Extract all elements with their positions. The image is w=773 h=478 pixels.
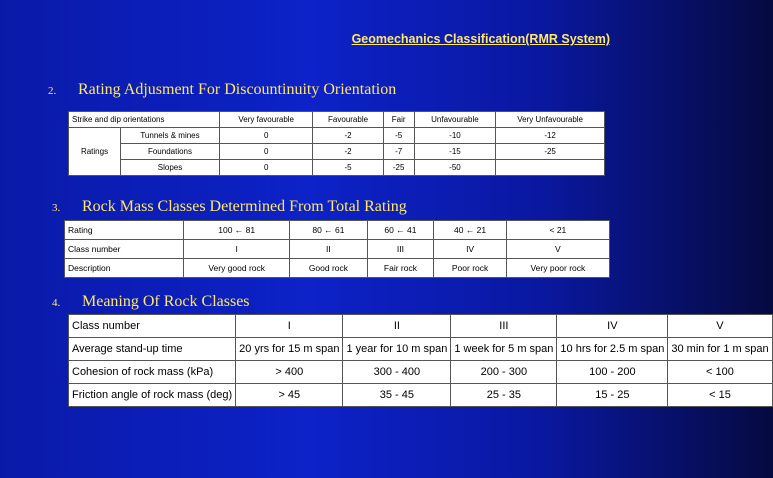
table-cell: Poor rock bbox=[434, 259, 506, 278]
table-row bbox=[69, 361, 773, 384]
table-row bbox=[69, 144, 605, 160]
table-row bbox=[69, 160, 605, 176]
section-heading-classes bbox=[52, 198, 407, 216]
table-cell: IV bbox=[434, 240, 506, 259]
table-cell: I bbox=[184, 240, 290, 259]
table-cell: 0 bbox=[219, 128, 312, 144]
table-cell: -50 bbox=[414, 160, 496, 176]
table-row bbox=[69, 338, 773, 361]
section-number: 2. bbox=[48, 85, 57, 97]
table-cell: I bbox=[236, 315, 343, 338]
table-cell: 1 year for 10 m span bbox=[343, 338, 451, 361]
section-number: 4. bbox=[52, 297, 61, 309]
table-cell: > 45 bbox=[236, 384, 343, 407]
table-cell: III bbox=[451, 315, 557, 338]
table-cell: > 400 bbox=[236, 361, 343, 384]
table-cell: Very Unfavourable bbox=[496, 112, 605, 128]
table-cell: Cohesion of rock mass (kPa) bbox=[69, 361, 236, 384]
orientation-adjustment-table bbox=[68, 111, 605, 176]
table-cell: V bbox=[506, 240, 609, 259]
table-cell: III bbox=[367, 240, 434, 259]
table-header-row bbox=[69, 112, 605, 128]
table-cell: -5 bbox=[313, 160, 383, 176]
table-cell: Foundations bbox=[121, 144, 220, 160]
table-cell: Good rock bbox=[290, 259, 367, 278]
table-cell: IV bbox=[557, 315, 668, 338]
table-cell: II bbox=[290, 240, 367, 259]
table-cell: 1 week for 5 m span bbox=[451, 338, 557, 361]
table-cell: 100 - 200 bbox=[557, 361, 668, 384]
slide-title: Geomechanics Classification(RMR System) bbox=[351, 32, 610, 46]
section-number: 3. bbox=[52, 202, 61, 214]
table-cell: 100 ← 81 bbox=[184, 221, 290, 240]
section-heading-orientation bbox=[48, 81, 396, 99]
table-cell: -10 bbox=[414, 128, 496, 144]
table-cell: 200 - 300 bbox=[451, 361, 557, 384]
section-title: Rating Adjusment For Discountinuity Orientation bbox=[78, 81, 397, 98]
table-cell: Class number bbox=[69, 315, 236, 338]
table-cell: -2 bbox=[313, 144, 383, 160]
table-cell: Ratings bbox=[69, 128, 121, 176]
table-cell: Favourable bbox=[313, 112, 383, 128]
rock-mass-classes-table bbox=[64, 220, 610, 278]
table-cell: < 15 bbox=[668, 384, 772, 407]
table-cell: Fair bbox=[383, 112, 414, 128]
table-row bbox=[65, 259, 610, 278]
table-cell: Fair rock bbox=[367, 259, 434, 278]
table-cell: 15 - 25 bbox=[557, 384, 668, 407]
rock-class-meaning-table bbox=[68, 314, 773, 407]
section-heading-meaning bbox=[52, 293, 250, 311]
table-cell: 25 - 35 bbox=[451, 384, 557, 407]
table-cell: 35 - 45 bbox=[343, 384, 451, 407]
table-cell: -15 bbox=[414, 144, 496, 160]
table-cell: -12 bbox=[496, 128, 605, 144]
table-cell: -25 bbox=[383, 160, 414, 176]
table-cell: Very favourable bbox=[219, 112, 312, 128]
table-cell: Friction angle of rock mass (deg) bbox=[69, 384, 236, 407]
table-cell: Very poor rock bbox=[506, 259, 609, 278]
table-cell: Tunnels & mines bbox=[121, 128, 220, 144]
table-cell: 10 hrs for 2.5 m span bbox=[557, 338, 668, 361]
table-cell: -7 bbox=[383, 144, 414, 160]
table-cell: -2 bbox=[313, 128, 383, 144]
table-cell: Average stand-up time bbox=[69, 338, 236, 361]
table-cell: < 100 bbox=[668, 361, 772, 384]
table-cell: V bbox=[668, 315, 772, 338]
table-cell: II bbox=[343, 315, 451, 338]
table-row bbox=[65, 240, 610, 259]
table-cell: Very good rock bbox=[184, 259, 290, 278]
table-cell: Rating bbox=[65, 221, 184, 240]
table-cell: Slopes bbox=[121, 160, 220, 176]
table-cell: < 21 bbox=[506, 221, 609, 240]
table-cell: 300 - 400 bbox=[343, 361, 451, 384]
table-cell: 20 yrs for 15 m span bbox=[236, 338, 343, 361]
section-title: Rock Mass Classes Determined From Total Rating bbox=[82, 198, 407, 215]
section-title: Meaning Of Rock Classes bbox=[82, 293, 250, 310]
table-row bbox=[65, 221, 610, 240]
table-cell: 40 ← 21 bbox=[434, 221, 506, 240]
table-cell: -5 bbox=[383, 128, 414, 144]
table-cell: 0 bbox=[219, 144, 312, 160]
table-cell bbox=[496, 160, 605, 176]
table-cell: Description bbox=[65, 259, 184, 278]
table-cell: -25 bbox=[496, 144, 605, 160]
table-cell: 0 bbox=[219, 160, 312, 176]
table-row bbox=[69, 128, 605, 144]
table-cell: 80 ← 61 bbox=[290, 221, 367, 240]
table-row bbox=[69, 315, 773, 338]
table-cell: 30 min for 1 m span bbox=[668, 338, 772, 361]
table-row bbox=[69, 384, 773, 407]
table-cell: Strike and dip orientations bbox=[69, 112, 220, 128]
table-cell: Class number bbox=[65, 240, 184, 259]
table-cell: Unfavourable bbox=[414, 112, 496, 128]
table-cell: 60 ← 41 bbox=[367, 221, 434, 240]
